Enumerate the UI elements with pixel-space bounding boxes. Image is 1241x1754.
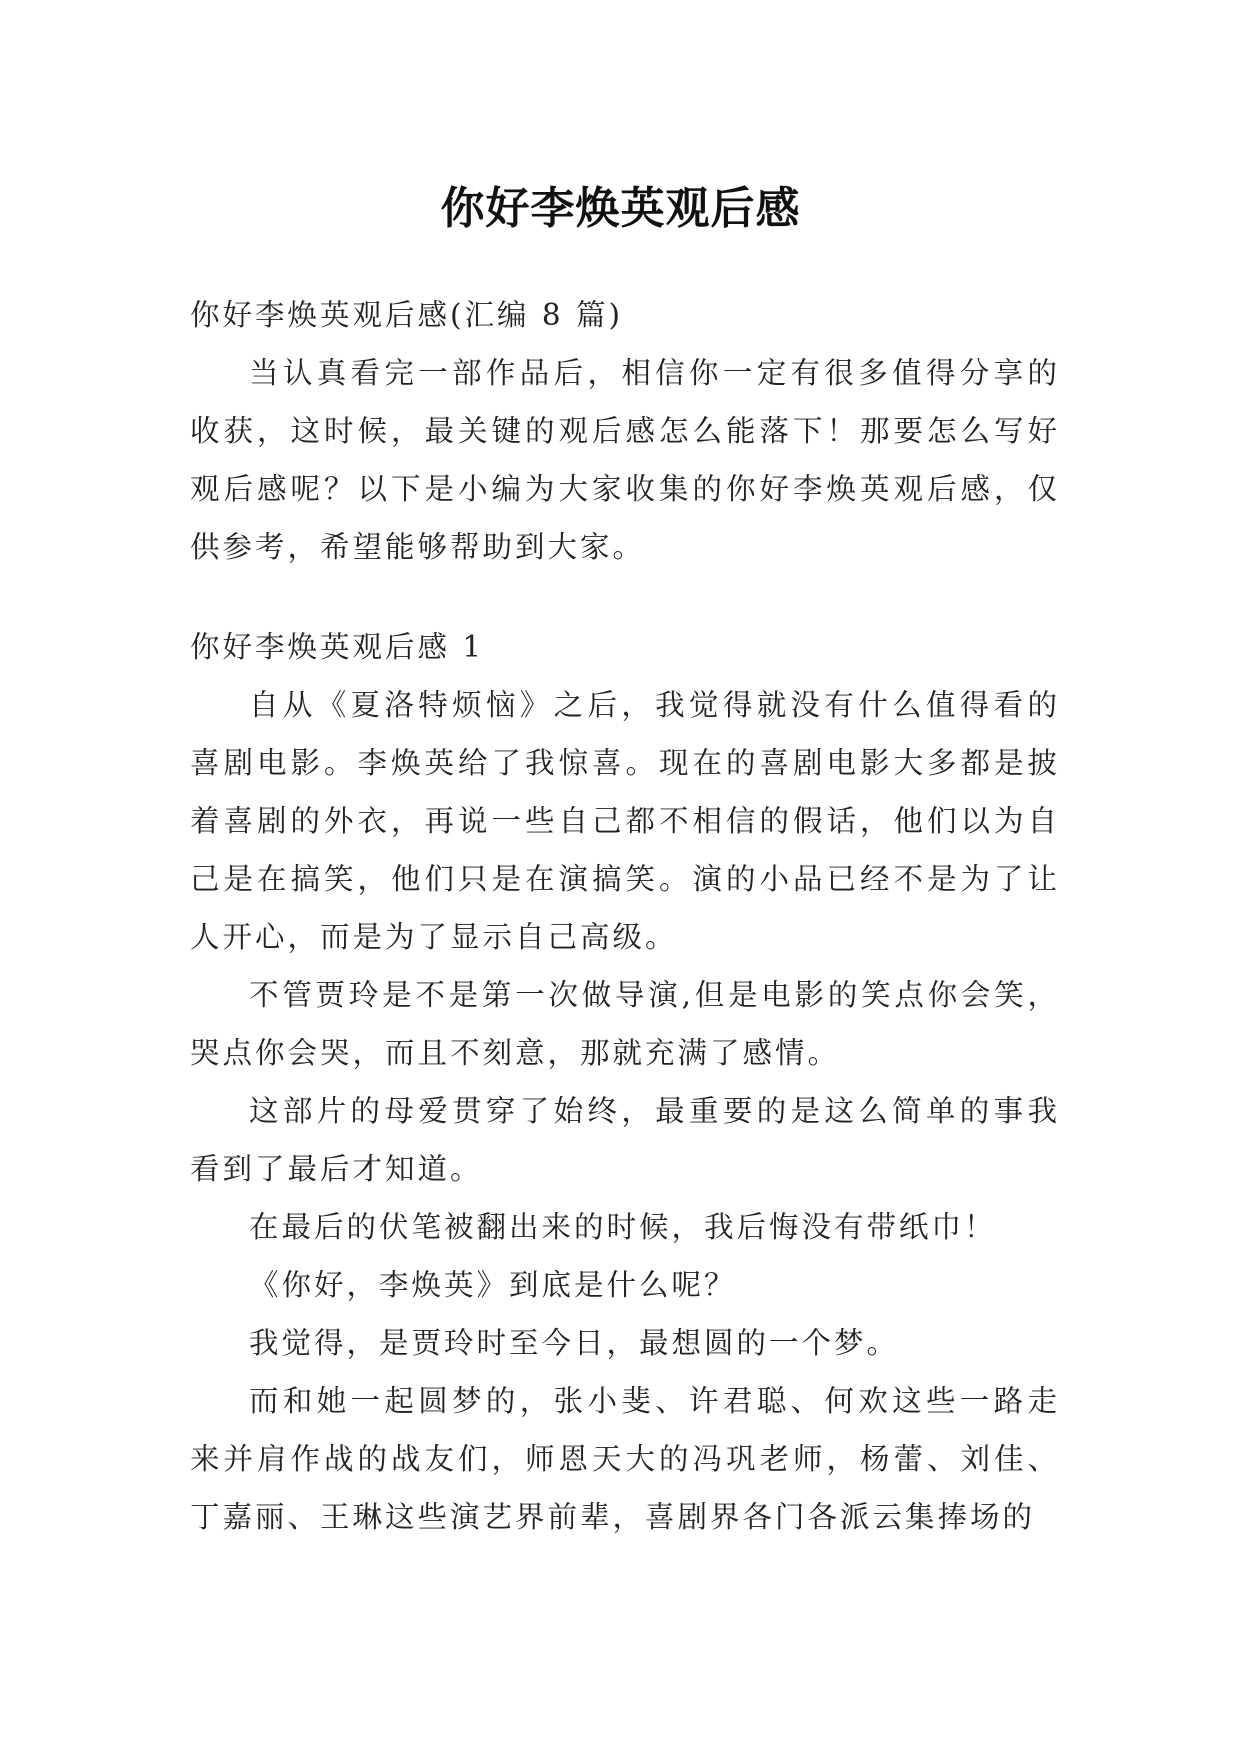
section-heading: 你好李焕英观后感 1 [190, 630, 485, 664]
document-body [190, 286, 1060, 1546]
intro-paragraph: 当认真看完一部作品后，相信你一定有很多值得分享的收获，这时候，最关键的观后感怎么能落下！那要怎么写好观后感呢？以下是小编为大家收集的你好李焕英观后感，仅供参考，希望能够帮助到大家。 [190, 356, 1060, 564]
document-title: 你好李焕英观后感 [440, 183, 801, 235]
body-paragraph: 自从《夏洛特烦恼》之后，我觉得就没有什么值得看的喜剧电影。李焕英给了我惊喜。现在的喜剧电影大多都是披着喜剧的外衣，再说一些自己都不相信的假话，他们以为自己是在搞笑，他们只是在演搞笑。演的小品已经不是为了让人开心，而是为了显示自己高级。 [190, 688, 1060, 954]
body-paragraph: 我觉得，是贾玲时至今日，最想圆的一个梦。 [249, 1326, 900, 1360]
document-subtitle: 你好李焕英观后感(汇编 8 篇) [190, 298, 624, 332]
body-paragraph: 在最后的伏笔被翻出来的时候，我后悔没有带纸巾！ [249, 1210, 997, 1244]
body-paragraph: 这部片的母爱贯穿了始终，最重要的是这么简单的事我看到了最后才知道。 [190, 1094, 1060, 1186]
body-paragraph: 而和她一起圆梦的，张小斐、许君聪、何欢这些一路走来并肩作战的战友们，师恩天大的冯巩老师，杨蕾、刘佳、丁嘉丽、王琳这些演艺界前辈，喜剧界各门各派云集捧场的 [190, 1384, 1060, 1534]
body-paragraph: 《你好，李焕英》到底是什么呢？ [249, 1268, 737, 1302]
body-paragraph: 不管贾玲是不是第一次做导演,但是电影的笑点你会笑，哭点你会哭，而且不刻意，那就充满了感情。 [190, 978, 1060, 1070]
